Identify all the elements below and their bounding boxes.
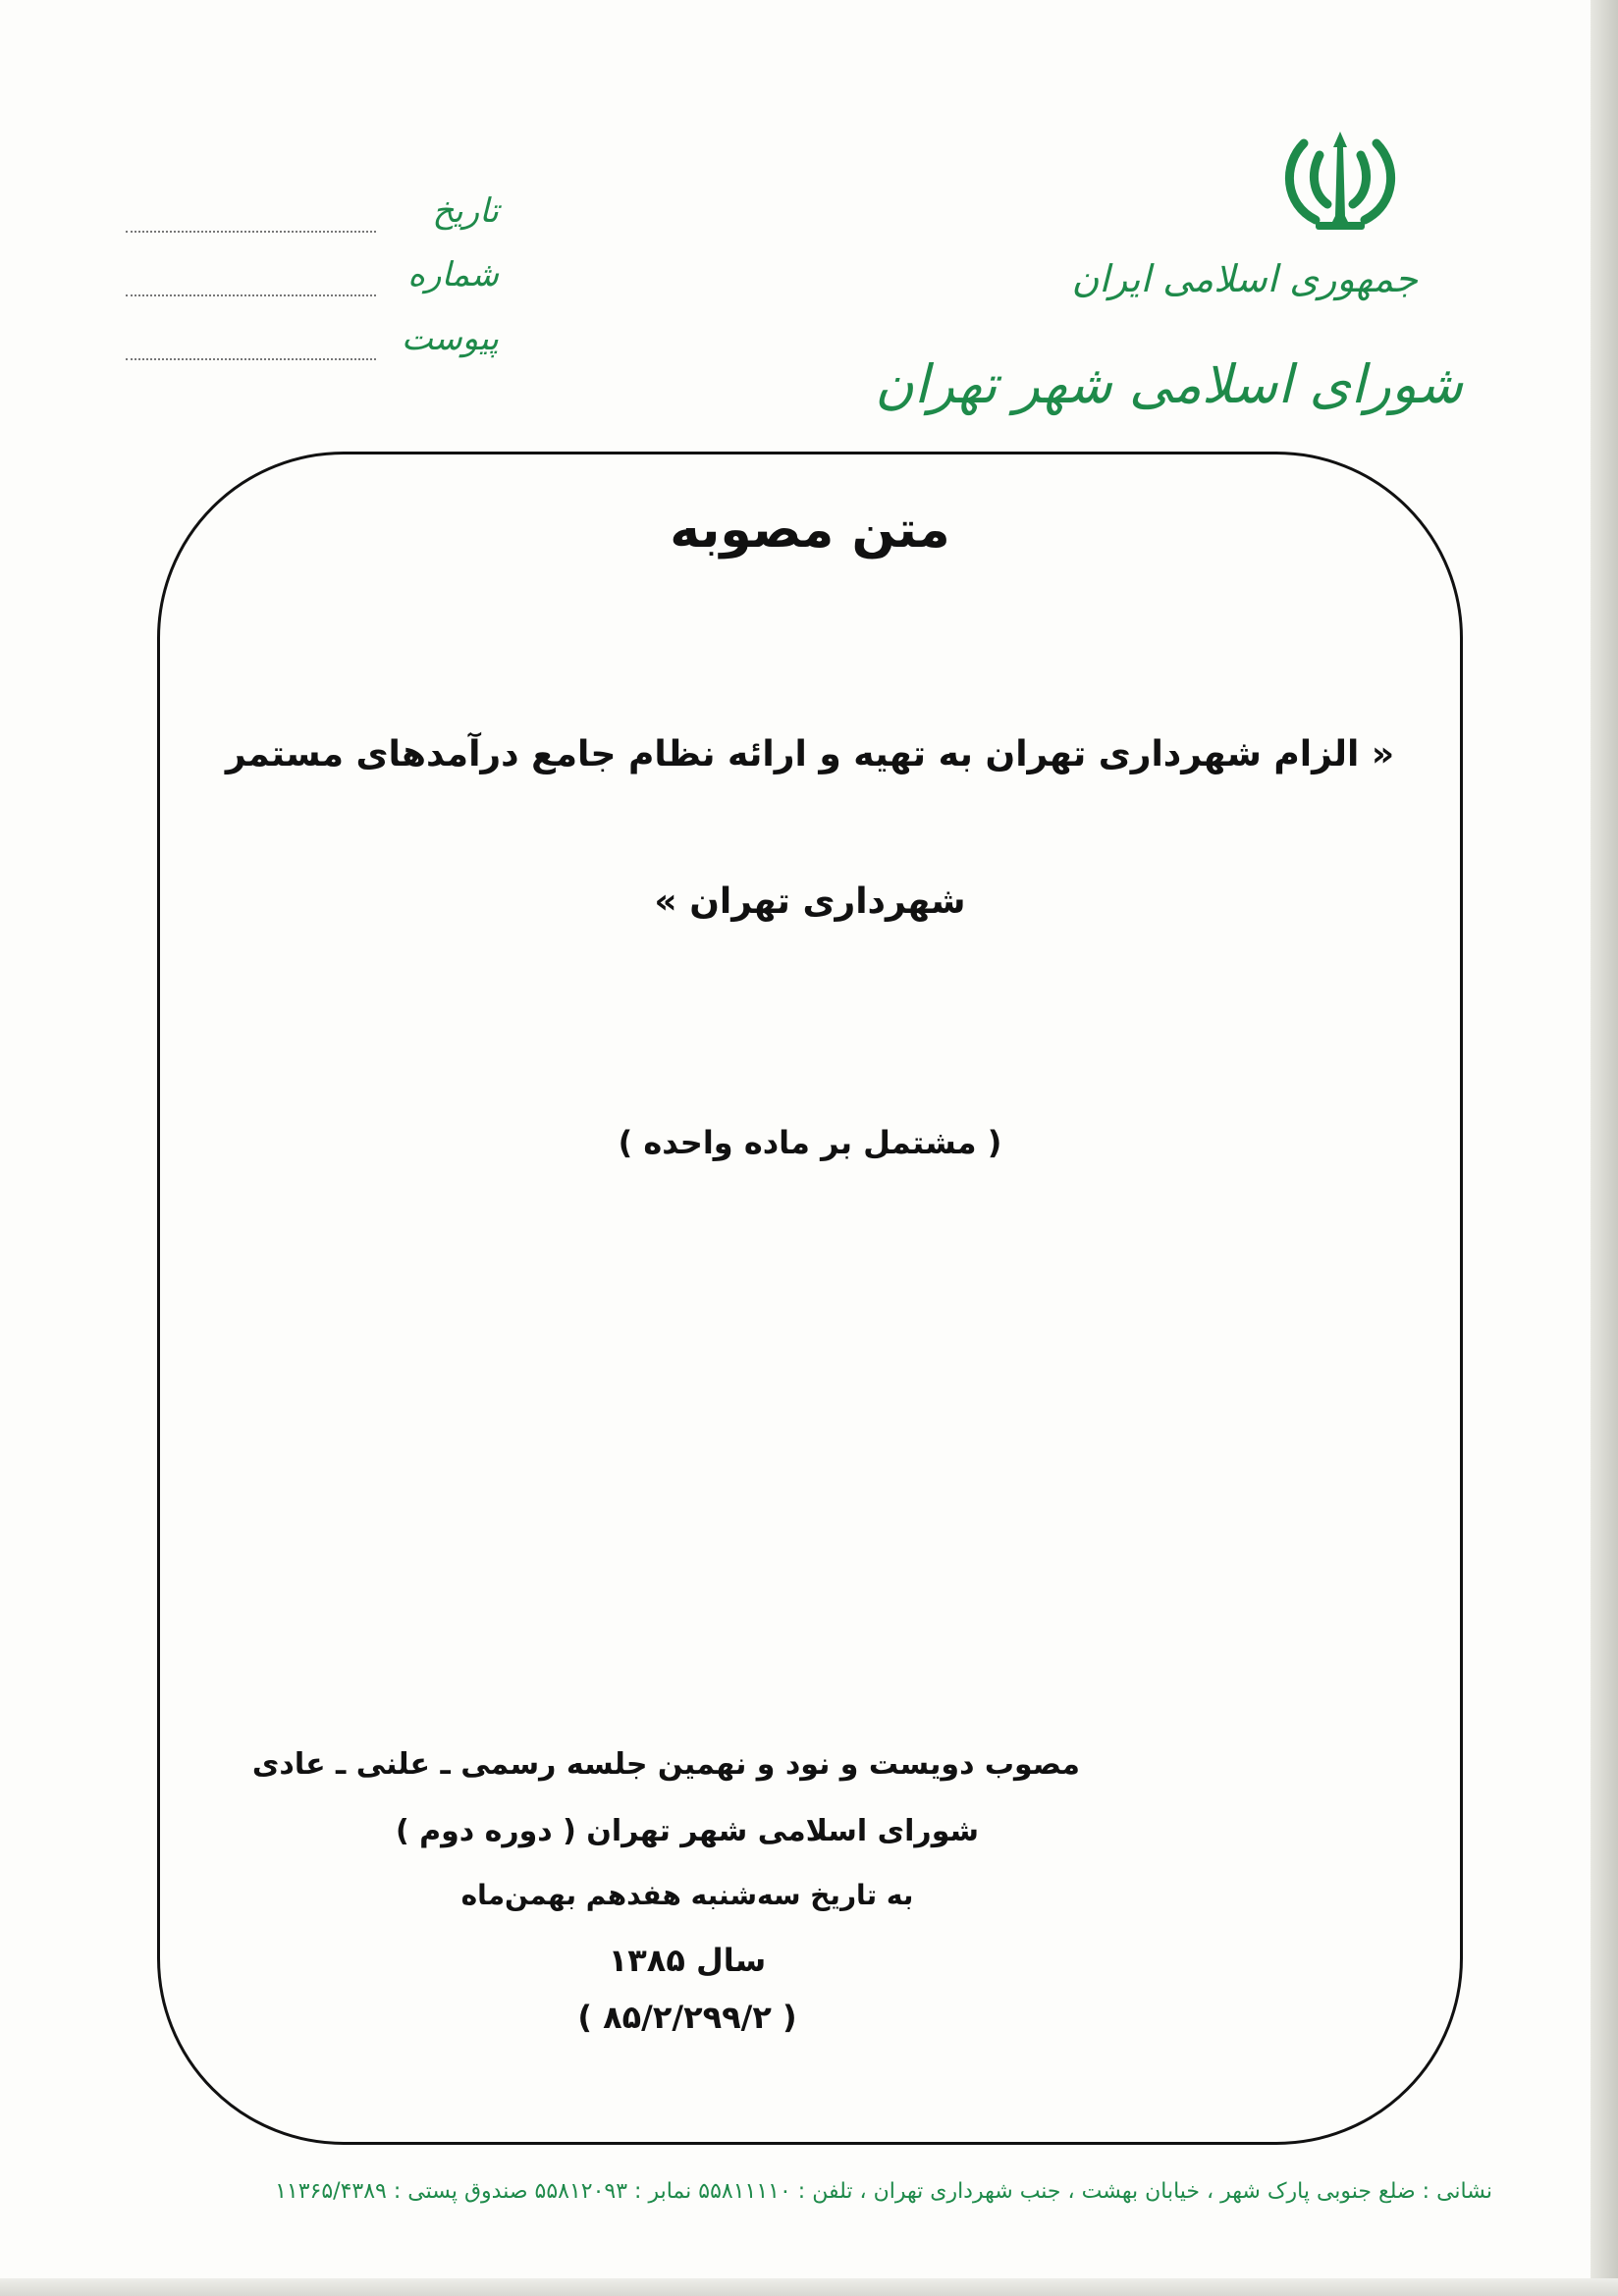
approval-year: سال ۱۳۸۵ — [608, 1942, 767, 1979]
approval-line-3: به تاریخ سه‌شنبه هفدهم بهمن‌ماه — [460, 1879, 914, 1911]
approval-reference: ( ۸۵/۲/۲۹۹/۲ ) — [577, 1999, 797, 2036]
subject-line-1: « الزام شهرداری تهران به تهیه و ارائه نظام جامع درآمدهای مستمر — [225, 734, 1395, 774]
attachment-row — [126, 319, 499, 374]
single-article-note: ( مشتمل بر ماده واحده ) — [618, 1124, 1002, 1161]
date-label: تاریخ — [432, 191, 499, 231]
council-name: شورای اسلامی شهر تهران — [875, 353, 1463, 415]
number-dotted-line — [126, 294, 376, 296]
date-row — [126, 191, 499, 246]
date-dotted-line — [126, 231, 376, 233]
republic-name: جمهوری اسلامی ایران — [1071, 257, 1418, 300]
approval-line-2: شورای اسلامی شهر تهران ( دوره دوم ) — [395, 1814, 980, 1848]
attachment-label: پیوست — [401, 319, 499, 358]
document-title: متن مصوبه — [670, 501, 950, 560]
subject-line-2: شهرداری تهران » — [654, 881, 966, 922]
approval-line-1: مصوب دویست و نود و نهمین جلسه رسمی ـ علنی ـ عادی — [251, 1747, 1080, 1782]
footer-address: نشانی : ضلع جنوبی پارک شهر ، خیابان بهشت ، جنب شهرداری تهران ، تلفن : ۵۵۸۱۱۱۱۰ نمابر : ۵۵۸۱۲۰۹۳ صندوق پستی : ۱۱۳۶۵/۴۳۸۹ — [275, 2179, 1492, 2204]
attachment-dotted-line — [126, 358, 376, 360]
iran-emblem-icon — [1276, 126, 1404, 243]
page-edge-shadow — [1591, 0, 1618, 2296]
number-row — [126, 255, 499, 310]
number-label: شماره — [407, 255, 499, 294]
page-bottom-edge — [0, 2278, 1618, 2296]
